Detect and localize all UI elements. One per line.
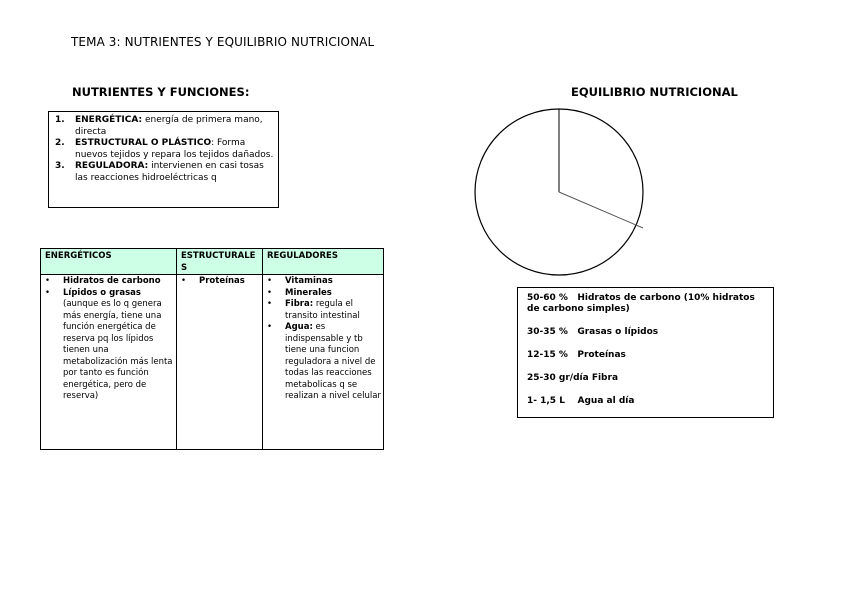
balance-row <box>527 373 765 384</box>
balance-percent: 30-35 % <box>527 327 568 337</box>
header-energeticos: ENERGÉTICOS <box>41 249 177 275</box>
nutritional-balance-box <box>517 287 774 418</box>
balance-row <box>527 350 765 361</box>
list-item <box>45 288 174 403</box>
function-item <box>55 115 274 138</box>
bullet: • <box>267 322 273 332</box>
function-number: 1. <box>55 115 65 125</box>
list-item <box>181 276 260 288</box>
balance-label: Proteínas <box>577 350 626 360</box>
header-reguladores: REGULADORES <box>263 249 384 275</box>
function-item <box>55 161 274 184</box>
list-item-term: Vitaminas <box>285 276 333 286</box>
list-item-detail: (aunque es lo q genera más energía, tiene una función energética de reserva pq los lípidos tienen una metabolización más lenta por tanto es función energética, pero de reserva) <box>63 299 173 401</box>
list-item-text <box>199 276 245 288</box>
function-text-block <box>75 138 274 161</box>
table-header-row <box>41 249 384 275</box>
bullet: • <box>267 299 273 309</box>
estructurales-list <box>181 276 260 288</box>
table-row <box>41 275 384 450</box>
functions-box <box>48 111 279 208</box>
function-text-block <box>75 161 274 184</box>
header-estructurales: ESTRUCTURALES <box>177 249 263 275</box>
list-item-term: Fibra: <box>285 299 314 309</box>
list-item-term: Hidratos de carbono <box>63 276 161 286</box>
energeticos-list <box>45 276 174 403</box>
estructurales-cell <box>177 275 263 450</box>
bullet: • <box>267 276 273 286</box>
bullet: • <box>45 276 51 286</box>
balance-label: Fibra <box>591 373 619 383</box>
balance-row <box>527 293 765 315</box>
pie-radius-diagonal <box>559 192 643 228</box>
function-term: ENERGÉTICA: <box>75 115 143 125</box>
function-term: REGULADORA: <box>75 161 149 171</box>
list-item-detail: regula el transito intestinal <box>285 299 360 321</box>
balance-label: Grasas o lípidos <box>577 327 659 337</box>
bullet: • <box>267 287 273 298</box>
function-number: 2. <box>55 138 65 148</box>
list-item-detail: es indispensable y tb tiene una funcion reguladora a nivel de todas las reacciones metabolicas q se realizan a nivel celular <box>285 322 381 401</box>
balance-label: Hidratos de carbono (10% hidratos de carbono simples) <box>527 293 755 314</box>
balance-percent: 1- 1,5 L <box>527 396 565 406</box>
balance-row <box>527 327 765 338</box>
balance-label: Agua al día <box>577 396 635 406</box>
balance-percent: 12-15 % <box>527 350 568 360</box>
list-item-term: Agua: <box>285 322 313 332</box>
list-item-text <box>285 322 381 403</box>
list-item-term: Lípidos o grasas <box>63 287 141 298</box>
balance-percent: 50-60 % <box>527 293 568 303</box>
energeticos-cell <box>41 275 177 450</box>
balance-percent: 25-30 gr/día <box>527 373 589 383</box>
bullet: • <box>181 276 187 286</box>
list-item <box>267 288 381 300</box>
function-item <box>55 138 274 161</box>
function-number: 3. <box>55 161 65 171</box>
functions-list <box>55 115 274 184</box>
function-description: energía de primera mano, directa <box>75 115 263 137</box>
reguladores-cell <box>263 275 384 450</box>
list-item-text <box>285 288 332 300</box>
reguladores-list <box>267 276 381 403</box>
list-item <box>267 299 381 322</box>
nutrients-functions-heading: NUTRIENTES Y FUNCIONES: <box>72 85 250 99</box>
list-item <box>45 276 174 288</box>
list-item-text <box>285 299 381 322</box>
list-item <box>267 276 381 288</box>
function-description: intervienen en casi tosas las reacciones hidroeléctricas q <box>75 161 264 183</box>
bullet: • <box>45 287 51 298</box>
list-item-text <box>63 276 161 288</box>
list-item-term: Minerales <box>285 287 332 298</box>
nutrition-pie-chart <box>473 108 657 280</box>
nutritional-balance-heading: EQUILIBRIO NUTRICIONAL <box>571 85 738 99</box>
function-text-block <box>75 115 274 138</box>
list-item-term: Proteínas <box>199 276 245 286</box>
document-title: TEMA 3: NUTRIENTES Y EQUILIBRIO NUTRICIONAL <box>71 35 375 49</box>
list-item-text <box>63 288 174 403</box>
function-term: ESTRUCTURAL O PLÁSTICO <box>75 138 212 148</box>
list-item-text <box>285 276 333 288</box>
list-item <box>267 322 381 403</box>
function-description: : Forma nuevos tejidos y repara los tejidos dañados. <box>75 138 274 160</box>
balance-row <box>527 396 765 407</box>
nutrient-table <box>40 248 384 450</box>
